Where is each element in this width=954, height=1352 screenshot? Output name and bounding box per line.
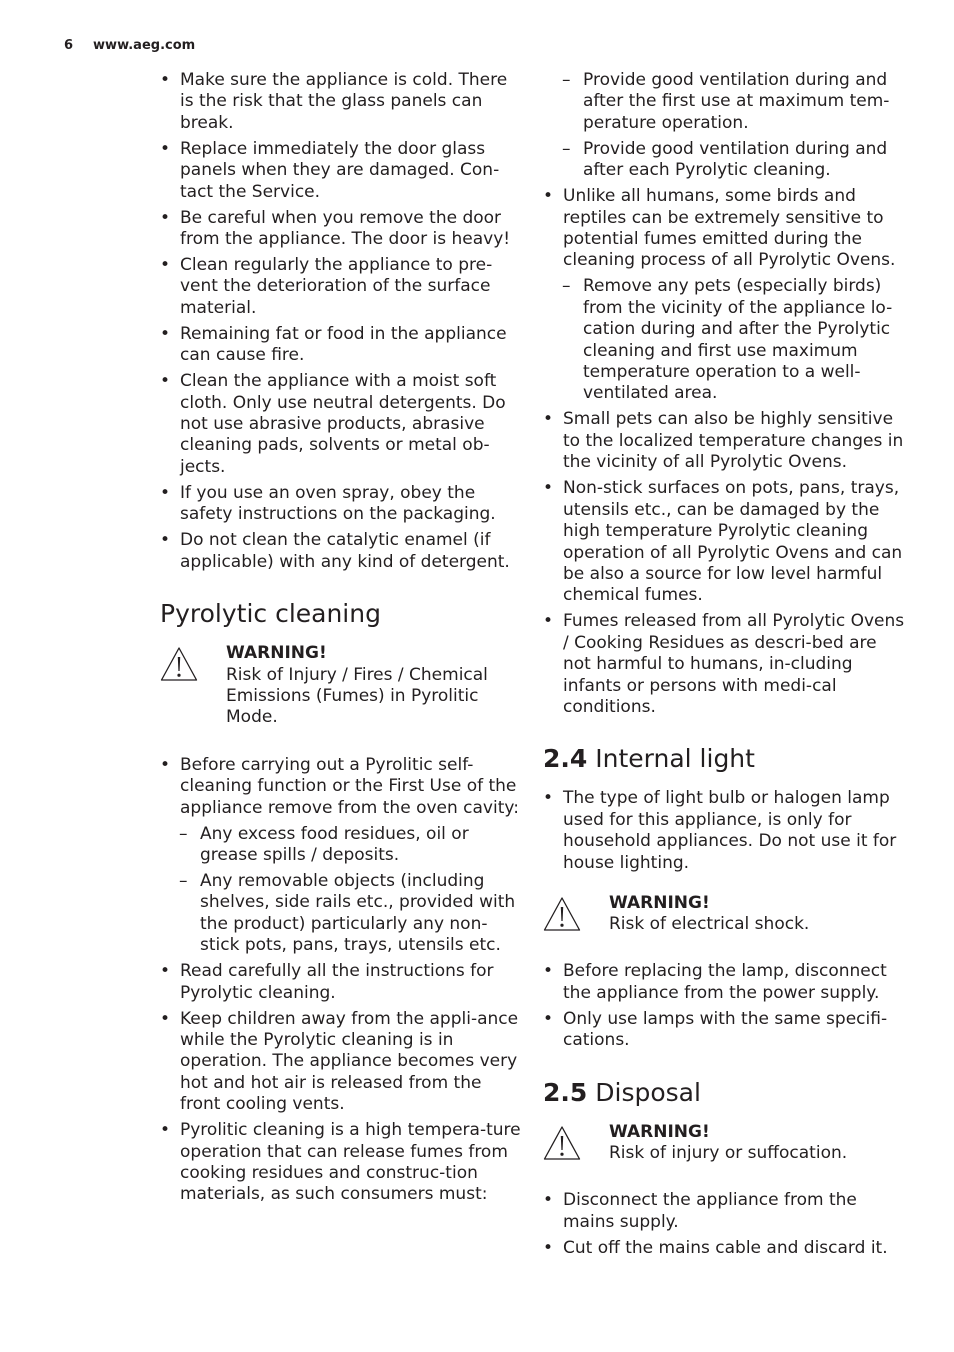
sub-list-item: – Provide good ventilation during and after each Pyrolytic cleaning.: [543, 139, 905, 182]
pets-list: [543, 186, 905, 718]
warning-triangle-icon: [543, 896, 581, 932]
warning-text: Risk of injury or suffocation.: [609, 1143, 848, 1163]
list-item: • Non-stick surfaces on pots, pans, trays, utensils etc., can be damaged by the high temperature Pyrolytic cleaning operation of all Pyrolytic Ovens and can be also a source for low level harmful chemical fumes.: [543, 478, 905, 606]
list-item: • Clean the appliance with a moist soft cloth. Only use neutral detergents. Do not use abrasive products, abrasive cleaning pads, solvents or metal ob-jects.: [160, 371, 522, 478]
warning-block: [543, 893, 905, 936]
list-item: • The type of light bulb or halogen lamp used for this appliance, is only for household appliances. Do not use it for house lighting.: [543, 788, 905, 874]
internal-light-list: [543, 788, 905, 874]
list-item: • Do not clean the catalytic enamel (if applicable) with any kind of detergent.: [160, 530, 522, 573]
warning-block: [543, 1122, 905, 1165]
warning-title: WARNING!: [609, 892, 710, 913]
list-item: • Before carrying out a Pyrolitic self-cleaning function or the First Use of the appliance remove from the oven cavity: – Any excess food residues, oil or grease spills / deposits. – Any removable objects (including shelves, side rails etc., provided with the product) particularly any non-stick pots, pans, trays, utensils etc.: [160, 755, 522, 957]
warning-triangle-icon: [160, 646, 198, 682]
list-item: • Pyrolitic cleaning is a high tempera-ture operation that can release fumes from cooking residues and construc-tion materials, as such consumers must:: [160, 1120, 522, 1206]
warning-title: WARNING!: [226, 643, 327, 664]
sub-list-item: – Any excess food residues, oil or grease spills / deposits.: [160, 824, 522, 867]
cleaning-safety-list: [160, 70, 522, 573]
warning-triangle-icon: [543, 1125, 581, 1161]
list-item: • Only use lamps with the same specifi-cations.: [543, 1009, 905, 1052]
list-item: • Small pets can also be highly sensitive to the localized temperature changes in the vicinity of all Pyrolytic Ovens.: [543, 409, 905, 473]
sub-list-item: – Remove any pets (especially birds) from the vicinity of the appliance lo-cation during and after the Pyrolytic cleaning and first use maximum temperature operation to a well-ventilated area.: [543, 276, 905, 404]
list-item: • Be careful when you remove the door from the appliance. The door is heavy!: [160, 208, 522, 251]
list-item: • Remaining fat or food in the appliance can cause fire.: [160, 324, 522, 367]
ventilation-sub-list: [543, 70, 905, 182]
list-item: • Unlike all humans, some birds and reptiles can be extremely sensitive to potential fumes emitted during the cleaning process of all Pyrolytic Ovens. – Remove any pets (especially birds) from the vicinity of the appliance lo-cation during and after the Pyrolytic cleaning and first use maximum temperature operation to a well-ventilated area.: [543, 186, 905, 405]
left-column: [160, 70, 522, 1210]
warning-block: [160, 643, 522, 729]
disposal-list: [543, 1190, 905, 1259]
sub-list-item: – Provide good ventilation during and after the first use at maximum tem-perature operation.: [543, 70, 905, 134]
page-header: [64, 38, 195, 53]
warning-title: WARNING!: [609, 1121, 710, 1142]
sub-list-item: – Any removable objects (including shelves, side rails etc., provided with the product) particularly any non-stick pots, pans, trays, utensils etc.: [160, 871, 522, 957]
page-number: 6: [64, 38, 74, 53]
sub-list: [180, 824, 522, 957]
section-title-disposal: 2.5 Disposal: [543, 1077, 701, 1107]
list-item: • Fumes released from all Pyrolytic Ovens / Cooking Residues as descri-bed are not harmful to humans, in-cluding infants or persons with medi-cal conditions.: [543, 611, 905, 718]
list-item: • Read carefully all the instructions for Pyrolytic cleaning.: [160, 961, 522, 1004]
list-item: • Replace immediately the door glass panels when they are damaged. Con-tact the Service.: [160, 139, 522, 203]
pyrolytic-list: [160, 755, 522, 1206]
list-item: • Before replacing the lamp, disconnect the appliance from the power supply.: [543, 961, 905, 1004]
list-item: • Clean regularly the appliance to pre-vent the deterioration of the surface material.: [160, 255, 522, 319]
right-column: [543, 70, 905, 1264]
list-item: • Keep children away from the appli-ance while the Pyrolytic cleaning is in operation. The appliance becomes very hot and hot air is released from the front cooling vents.: [160, 1009, 522, 1116]
website-url: www.aeg.com: [93, 38, 196, 53]
warning-text: Risk of electrical shock.: [609, 913, 810, 934]
list-item: • Disconnect the appliance from the mains supply.: [543, 1190, 905, 1233]
list-item: • Cut off the mains cable and discard it.: [543, 1238, 905, 1259]
warning-text: Risk of Injury / Fires / Chemical Emissions (Fumes) in Pyrolitic Mode.: [226, 664, 488, 728]
list-item: • Make sure the appliance is cold. There is the risk that the glass panels can break.: [160, 70, 522, 134]
section-title-internal-light: 2.4 Internal light: [543, 744, 755, 774]
lamp-list: [543, 961, 905, 1051]
section-title-pyrolytic: Pyrolytic cleaning: [160, 599, 381, 629]
sub-list: [563, 276, 905, 404]
list-item: • If you use an oven spray, obey the safety instructions on the packaging.: [160, 483, 522, 526]
